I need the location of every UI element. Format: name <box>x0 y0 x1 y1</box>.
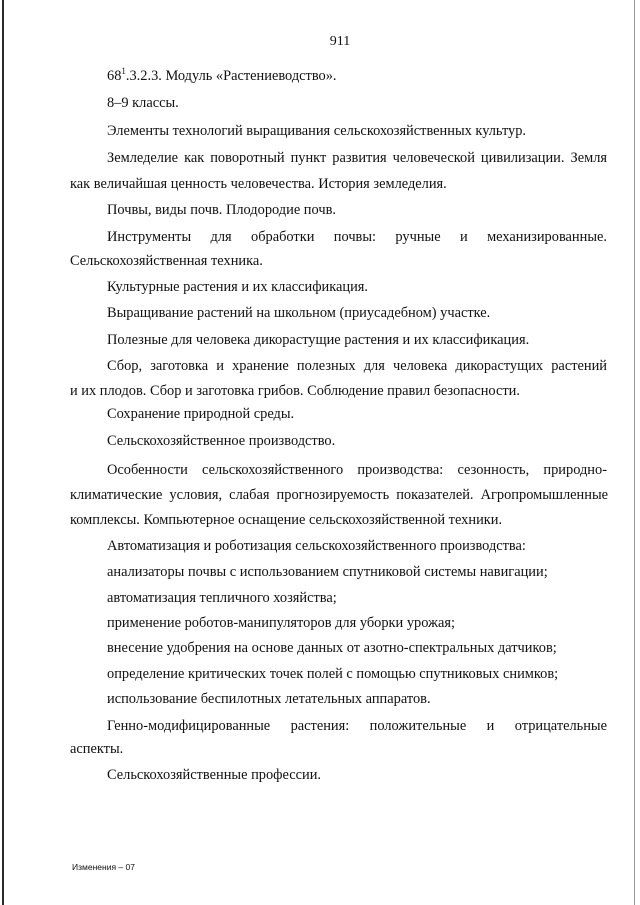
heading-superscript: 1 <box>121 66 126 77</box>
grade-line: 8–9 классы. <box>107 95 179 111</box>
paragraph-line: Особенности сельскохозяйственного производства: сезонность, природно- <box>107 462 607 478</box>
paragraph-line: Полезные для человека дикорастущие растения и их классификация. <box>107 332 530 348</box>
paragraph-line: Культурные растения и их классификация. <box>107 279 369 295</box>
paragraph-line: климатические условия, слабая прогнозируемость показателей. Агропромышленные <box>70 487 608 503</box>
paragraph-line: Автоматизация и роботизация сельскохозяйственного производства: <box>107 538 526 554</box>
page-number: 911 <box>329 34 351 49</box>
paragraph-line: Земледелие как поворотный пункт развития человеческой цивилизации. Земля <box>107 150 607 166</box>
paragraph-line: Почвы, виды почв. Плодородие почв. <box>107 202 336 218</box>
paragraph-line: Инструменты для обработки почвы: ручные и механизированные. <box>107 229 607 245</box>
scan-edge-left <box>2 0 4 905</box>
paragraph-line: Сбор, заготовка и хранение полезных для человека дикорастущих растений <box>107 358 607 374</box>
list-item: анализаторы почвы c использованием спутниковой системы навигации; <box>107 564 548 580</box>
paragraph-line: аспекты. <box>70 741 124 757</box>
paragraph-line: Сельскохозяйственные профессии. <box>107 767 322 783</box>
paragraph-line: Сельскохозяйственное производство. <box>107 433 336 449</box>
paragraph-line: Генно-модифицированные растения: положительные и отрицательные <box>107 718 607 734</box>
list-item: использование беспилотных летательных аппаратов. <box>107 691 431 707</box>
section-heading <box>107 68 337 85</box>
footer-revision-note: Изменения – 07 <box>72 862 135 872</box>
list-item: автоматизация тепличного хозяйства; <box>107 590 337 606</box>
paragraph-line: Элементы технологий выращивания сельскохозяйственных культур. <box>107 123 527 139</box>
heading-text: .3.2.3. Модуль «Растениеводство». <box>125 68 337 84</box>
paragraph-line: Выращивание растений на школьном (приусадебном) участке. <box>107 305 491 321</box>
paragraph-line: и их плодов. Сбор и заготовка грибов. Соблюдение правил безопасности. <box>70 383 520 399</box>
heading-prefix: 68 <box>107 68 122 84</box>
list-item: применение роботов-манипуляторов для уборки урожая; <box>107 615 456 631</box>
list-item: внесение удобрения на основе данных от азотно-спектральных датчиков; <box>107 640 557 656</box>
paragraph-line: Сельскохозяйственная техника. <box>70 253 263 269</box>
scan-edge-right <box>634 0 635 905</box>
paragraph-line: комплексы. Компьютерное оснащение сельскохозяйственной техники. <box>70 512 503 528</box>
paragraph-line: Сохранение природной среды. <box>107 406 295 422</box>
list-item: определение критических точек полей с помощью спутниковых снимков; <box>107 666 559 682</box>
paragraph-line: как величайшая ценность человечества. История земледелия. <box>70 176 447 192</box>
